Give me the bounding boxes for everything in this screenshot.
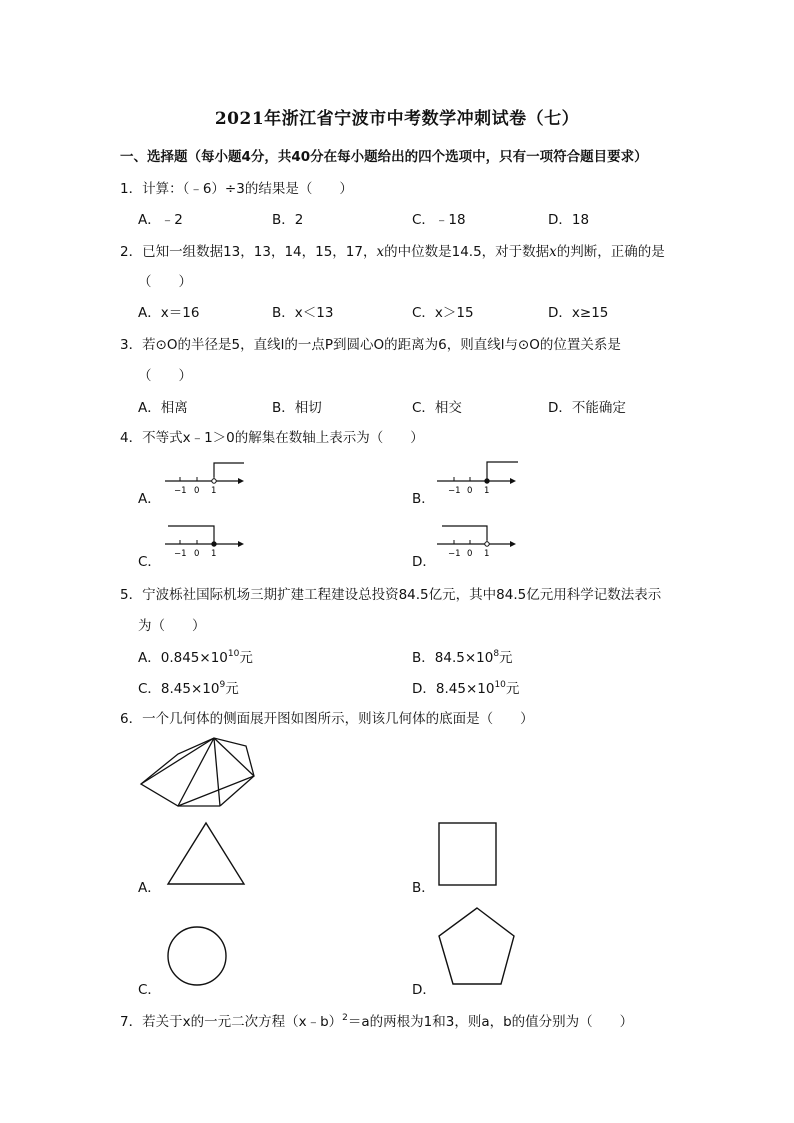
q2-option-d: D．x≥15 [548, 305, 609, 321]
exam-title: 2021年浙江省宁波市中考数学冲刺试卷（七） [214, 109, 580, 129]
tick-label: −1 [448, 549, 461, 559]
q7-stem-part-b: ＝a的两根为1和3，则a，b的值分别为（ ） [347, 1014, 634, 1030]
pentagon-shape [435, 904, 519, 990]
q4-number-line-b [432, 458, 524, 500]
q2-option-a: A．x＝16 [138, 305, 200, 321]
q5-option-b: B．$84.5\times 10^8$元 [412, 649, 513, 666]
tick-label: −1 [174, 549, 187, 559]
tick-label: −1 [174, 486, 187, 496]
q3-option-c: C．相交 [412, 400, 462, 416]
tick-label: 0 [467, 549, 473, 559]
tick-label: 0 [467, 486, 473, 496]
question-7-stem [120, 1010, 633, 1030]
tick-label: 1 [484, 549, 490, 559]
triangle-shape [165, 820, 247, 888]
q1-option-c: C．﹣18 [412, 212, 466, 228]
tick-label: 1 [211, 486, 217, 496]
q4-option-a-label: A． [138, 491, 161, 507]
q5-option-a: A．$0.845\times 10^{10}$元 [138, 649, 253, 666]
q2-stem-part-a: 2．已知一组数据13，13，14，15，17， [120, 244, 377, 260]
q6-option-a-label: A． [138, 880, 161, 896]
question-4-stem: 4．不等式x﹣1＞0的解集在数轴上表示为（ ） [120, 430, 424, 446]
q6-option-d-label: D． [412, 982, 436, 998]
tick-label: 1 [484, 486, 490, 496]
section-heading: 一、选择题（每小题4分，共40分在每小题给出的四个选项中，只有一项符合题目要求） [120, 149, 648, 165]
q5-option-d: D．$8.45\times 10^{10}$元 [412, 680, 520, 697]
question-1-stem: 1．计算：（﹣6）÷3的结果是（ ） [120, 181, 353, 197]
tick-label: 1 [211, 549, 217, 559]
tick-label: 0 [194, 549, 200, 559]
tick-label: −1 [448, 486, 461, 496]
q4-option-d-label: D． [412, 554, 436, 570]
q3-option-b: B．相切 [272, 400, 322, 416]
question-6-stem: 6．一个几何体的侧面展开图如图所示，则该几何体的底面是（ ） [120, 711, 534, 727]
q2-option-c: C．x＞15 [412, 305, 474, 321]
q4-option-b-label: B． [412, 491, 435, 507]
q1-option-d: D．18 [548, 212, 590, 228]
q3-option-d: D．不能确定 [548, 400, 626, 416]
q2-variable-x: x [376, 244, 385, 260]
q7-stem-part-a: 7．若关于x的一元二次方程（x﹣b） [120, 1014, 343, 1030]
q1-option-a: A．﹣2 [138, 212, 183, 228]
q4-number-line-c [160, 521, 250, 563]
q2-stem-part-c: 的判断，正确的是 [556, 244, 665, 260]
q2-stem-part-b: 的中位数是14.5，对于数据 [384, 244, 550, 260]
square-shape [437, 820, 499, 888]
q3-answer-blank: （ ） [138, 368, 192, 384]
q7-exponent: 2 [342, 1013, 348, 1023]
q2-option-b: B．x＜13 [272, 305, 334, 321]
question-3-stem: 3．若⊙O的半径是5，直线l的一点P到圆心O的距离为6，则直线l与⊙O的位置关系是 [120, 337, 621, 353]
question-2-stem [120, 240, 665, 260]
q6-option-b-label: B． [412, 880, 435, 896]
q6-net-figure [138, 734, 258, 810]
q6-option-c-label: C． [138, 982, 161, 998]
q5-option-c: C．$8.45\times 10^9$元 [138, 680, 239, 697]
circle-shape [165, 924, 229, 988]
q2-answer-blank: （ ） [138, 274, 192, 290]
q2-variable-x-2: x [549, 244, 557, 260]
q3-option-a: A．相离 [138, 400, 188, 416]
q1-option-b: B．2 [272, 212, 304, 228]
q5-stem-line2: 为（ ） [138, 618, 206, 634]
q4-option-c-label: C． [138, 554, 161, 570]
tick-label: 0 [194, 486, 200, 496]
q4-number-line-d [432, 521, 524, 563]
q4-number-line-a [160, 458, 250, 500]
question-5-stem: 5．宁波栎社国际机场三期扩建工程建设总投资84.5亿元，其中84.5亿元用科学记数法表示 [120, 587, 662, 603]
